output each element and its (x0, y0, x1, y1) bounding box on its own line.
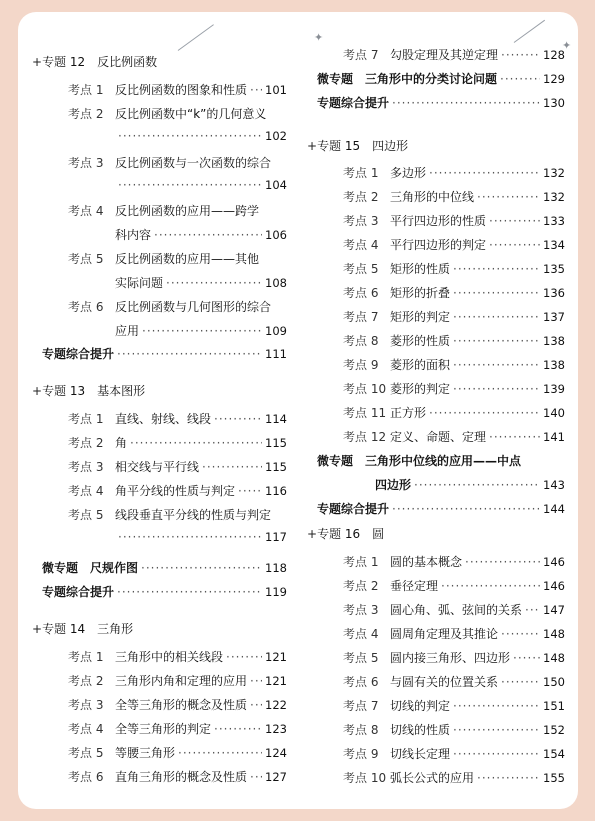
dot-leader (117, 347, 262, 361)
kaodian-label: 考点 5 (68, 508, 104, 522)
page-number: 140 (543, 406, 565, 420)
entry-title: 专题综合提升 (317, 96, 390, 110)
dot-leader (166, 276, 262, 290)
kaodian-label: 考点 6 (68, 770, 104, 784)
page-number: 129 (543, 72, 565, 86)
kaodian-label: 考点 7 (343, 699, 379, 713)
entry-title: 弧长公式的应用 (390, 771, 475, 785)
entry-title: 菱形的性质 (390, 334, 451, 348)
page-number: 135 (543, 262, 565, 276)
page-number: 102 (265, 129, 287, 143)
entry-title: 直线、射线、线段 (115, 412, 212, 426)
section-title: 专题 15 四边形 (317, 139, 409, 153)
kaodian-label: 考点 2 (343, 579, 379, 593)
dot-leader (429, 406, 540, 420)
dot-leader (465, 555, 540, 569)
page-number: 124 (265, 746, 287, 760)
entry-title: 微专题 三角形中的分类讨论问题 (317, 72, 498, 86)
kaodian-label: 考点 3 (68, 460, 104, 474)
page-number: 143 (543, 478, 565, 492)
page-number: 147 (543, 603, 565, 617)
dot-leader (214, 412, 262, 426)
kaodian-label: 考点 4 (343, 627, 379, 641)
section-heading (307, 525, 565, 542)
entry-title: 圆内接三角形、四边形 (390, 651, 511, 665)
dot-leader (525, 603, 540, 617)
kaodian-label: 考点 1 (68, 650, 104, 664)
plus-icon: + (307, 527, 318, 541)
page-number: 146 (543, 555, 565, 569)
page-number: 151 (543, 699, 565, 713)
plus-icon: + (32, 622, 43, 636)
page-number: 137 (543, 310, 565, 324)
entry-title: 三角形内角和定理的应用 (115, 674, 248, 688)
entry-title: 角平分线的性质与判定 (115, 484, 236, 498)
decorative-line (514, 20, 545, 43)
entry-title: 全等三角形的概念及性质 (115, 698, 248, 712)
entry-title: 三角形的中位线 (390, 190, 475, 204)
section-title: 专题 16 圆 (317, 527, 385, 541)
plus-icon: + (307, 139, 318, 153)
dot-leader (453, 382, 540, 396)
page-number: 115 (265, 436, 287, 450)
page-number: 115 (265, 460, 287, 474)
entry-title: 反比例函数的应用——跨学 (115, 204, 260, 218)
kaodian-label: 考点 3 (343, 214, 379, 228)
page-number: 139 (543, 382, 565, 396)
page-number: 116 (265, 484, 287, 498)
page-number: 136 (543, 286, 565, 300)
dot-leader (453, 723, 540, 737)
kaodian-label: 考点 7 (343, 48, 379, 62)
dot-leader (250, 83, 262, 97)
page-number: 148 (543, 651, 565, 665)
kaodian-label: 考点 4 (68, 484, 104, 498)
dot-leader (513, 651, 540, 665)
section-title: 专题 13 基本图形 (42, 384, 146, 398)
kaodian-label: 考点 2 (343, 190, 379, 204)
dot-leader (130, 436, 262, 450)
page-number: 119 (265, 585, 287, 599)
dot-leader (214, 722, 262, 736)
entry-title: 等腰三角形 (115, 746, 176, 760)
page-number: 154 (543, 747, 565, 761)
page-number: 128 (543, 48, 565, 62)
entry-title: 矩形的判定 (390, 310, 451, 324)
section-heading (32, 53, 287, 70)
kaodian-label: 考点 11 (343, 406, 387, 420)
kaodian-label: 考点 5 (68, 252, 104, 266)
dot-leader (178, 746, 262, 760)
entry-title: 菱形的判定 (390, 382, 451, 396)
page-number: 133 (543, 214, 565, 228)
entry-title: 反比例函数与一次函数的综合 (115, 156, 272, 170)
dot-leader (142, 324, 262, 338)
page-number: 108 (265, 276, 287, 290)
dot-leader (453, 334, 540, 348)
kaodian-label: 考点 6 (343, 286, 379, 300)
kaodian-label: 考点 1 (343, 555, 379, 569)
dot-leader (501, 48, 540, 62)
page-number: 148 (543, 627, 565, 641)
dot-leader (441, 579, 540, 593)
page-number: 104 (265, 178, 287, 192)
page-number: 144 (543, 502, 565, 516)
entry-title: 平行四边形的性质 (390, 214, 487, 228)
dot-leader (453, 699, 540, 713)
kaodian-label: 考点 4 (68, 204, 104, 218)
kaodian-label: 考点 2 (68, 436, 104, 450)
dot-leader (453, 262, 540, 276)
entry-title-cont: 科内容 (115, 228, 152, 242)
entry-title: 微专题 三角形中位线的应用——中点 (317, 454, 522, 468)
entry-title-cont: 应用 (115, 324, 140, 338)
kaodian-label: 考点 4 (343, 238, 379, 252)
kaodian-label: 考点 9 (343, 358, 379, 372)
entry-title: 反比例函数中“k”的几何意义 (115, 107, 267, 121)
page-number: 114 (265, 412, 287, 426)
section-heading (307, 137, 565, 154)
kaodian-label: 考点 4 (68, 722, 104, 736)
kaodian-label: 考点 5 (343, 651, 379, 665)
kaodian-label: 考点 7 (343, 310, 379, 324)
entry-title: 切线的判定 (390, 699, 451, 713)
kaodian-label: 考点 8 (343, 723, 379, 737)
dot-leader (489, 214, 540, 228)
dot-leader (501, 627, 540, 641)
page-number: 121 (265, 674, 287, 688)
kaodian-label: 考点 1 (68, 412, 104, 426)
dot-leader (141, 561, 262, 575)
section-heading (32, 382, 287, 399)
section-title: 专题 12 反比例函数 (42, 55, 158, 69)
page-number: 109 (265, 324, 287, 338)
page-number: 152 (543, 723, 565, 737)
page-number: 106 (265, 228, 287, 242)
entry-title: 垂径定理 (390, 579, 439, 593)
dot-leader (238, 484, 262, 498)
page-number: 134 (543, 238, 565, 252)
entry-title: 反比例函数与几何图形的综合 (115, 300, 272, 314)
dot-leader (226, 650, 262, 664)
entry-title: 圆周角定理及其推论 (390, 627, 499, 641)
dot-leader (477, 771, 540, 785)
entry-title: 微专题 尺规作图 (42, 561, 139, 575)
entry-title: 线段垂直平分线的性质与判定 (115, 508, 272, 522)
entry-title: 切线长定理 (390, 747, 451, 761)
dot-leader (489, 430, 540, 444)
dot-leader (453, 286, 540, 300)
entry-title: 切线的性质 (390, 723, 451, 737)
kaodian-label: 考点 6 (68, 300, 104, 314)
section-title: 专题 14 三角形 (42, 622, 134, 636)
dot-leader (118, 178, 262, 192)
kaodian-label: 考点 10 (343, 771, 387, 785)
kaodian-label: 考点 1 (343, 166, 379, 180)
dot-leader (250, 770, 262, 784)
page-number: 122 (265, 698, 287, 712)
kaodian-label: 考点 2 (68, 674, 104, 688)
entry-title: 直角三角形的概念及性质 (115, 770, 248, 784)
entry-title-cont: 四边形 (375, 478, 412, 492)
page-number: 132 (543, 166, 565, 180)
entry-title: 反比例函数的图象和性质 (115, 83, 248, 97)
dot-leader (118, 129, 262, 143)
kaodian-label: 考点 12 (343, 430, 387, 444)
dot-leader (392, 96, 540, 110)
kaodian-label: 考点 5 (68, 746, 104, 760)
dot-leader (154, 228, 262, 242)
entry-title: 正方形 (390, 406, 427, 420)
entry-title: 与圆有关的位置关系 (390, 675, 499, 689)
kaodian-label: 考点 3 (68, 156, 104, 170)
kaodian-label: 考点 5 (343, 262, 379, 276)
kaodian-label: 考点 1 (68, 83, 104, 97)
kaodian-label: 考点 2 (68, 107, 104, 121)
kaodian-label: 考点 3 (68, 698, 104, 712)
dot-leader (477, 190, 540, 204)
page-number: 117 (265, 530, 287, 544)
dot-leader (392, 502, 540, 516)
decorative-line (178, 24, 214, 51)
dot-leader (453, 747, 540, 761)
dot-leader (489, 238, 540, 252)
entry-title: 专题综合提升 (42, 585, 115, 599)
entry-title: 多边形 (390, 166, 427, 180)
entry-title-cont: 实际问题 (115, 276, 164, 290)
kaodian-label: 考点 8 (343, 334, 379, 348)
page-number: 146 (543, 579, 565, 593)
entry-title: 菱形的面积 (390, 358, 451, 372)
entry-title: 定义、命题、定理 (390, 430, 487, 444)
entry-title: 专题综合提升 (317, 502, 390, 516)
entry-title: 勾股定理及其逆定理 (390, 48, 499, 62)
dot-leader (501, 675, 540, 689)
page-number: 121 (265, 650, 287, 664)
section-heading (32, 620, 287, 637)
dot-leader (250, 698, 262, 712)
dot-leader (500, 72, 540, 86)
dot-leader (250, 674, 262, 688)
entry-title: 相交线与平行线 (115, 460, 200, 474)
dot-leader (453, 310, 540, 324)
page-number: 101 (265, 83, 287, 97)
dot-leader (453, 358, 540, 372)
page-number: 138 (543, 334, 565, 348)
kaodian-label: 考点 3 (343, 603, 379, 617)
kaodian-label: 考点 10 (343, 382, 387, 396)
dot-leader (202, 460, 262, 474)
entry-title: 反比例函数的应用——其他 (115, 252, 260, 266)
dot-leader (118, 530, 262, 544)
entry-title: 角 (115, 436, 128, 450)
plus-icon: + (32, 55, 43, 69)
page-number: 141 (543, 430, 565, 444)
entry-title: 全等三角形的判定 (115, 722, 212, 736)
entry-title: 三角形中的相关线段 (115, 650, 224, 664)
entry-title: 平行四边形的判定 (390, 238, 487, 252)
toc-page (18, 12, 578, 809)
entry-title: 圆心角、弧、弦间的关系 (390, 603, 523, 617)
entry-title: 矩形的折叠 (390, 286, 451, 300)
entry-title: 专题综合提升 (42, 347, 115, 361)
sparkle-icon: ✦ (562, 39, 572, 52)
entry-title: 矩形的性质 (390, 262, 451, 276)
dot-leader (117, 585, 262, 599)
page-number: 130 (543, 96, 565, 110)
page-number: 123 (265, 722, 287, 736)
entry-title: 圆的基本概念 (390, 555, 463, 569)
page-number: 118 (265, 561, 287, 575)
dot-leader (414, 478, 540, 492)
page-number: 127 (265, 770, 287, 784)
plus-icon: + (32, 384, 43, 398)
page-number: 132 (543, 190, 565, 204)
page-number: 155 (543, 771, 565, 785)
sparkle-icon: ✦ (314, 31, 324, 44)
page-number: 111 (265, 347, 287, 361)
page-number: 150 (543, 675, 565, 689)
kaodian-label: 考点 6 (343, 675, 379, 689)
dot-leader (429, 166, 540, 180)
kaodian-label: 考点 9 (343, 747, 379, 761)
page-number: 138 (543, 358, 565, 372)
